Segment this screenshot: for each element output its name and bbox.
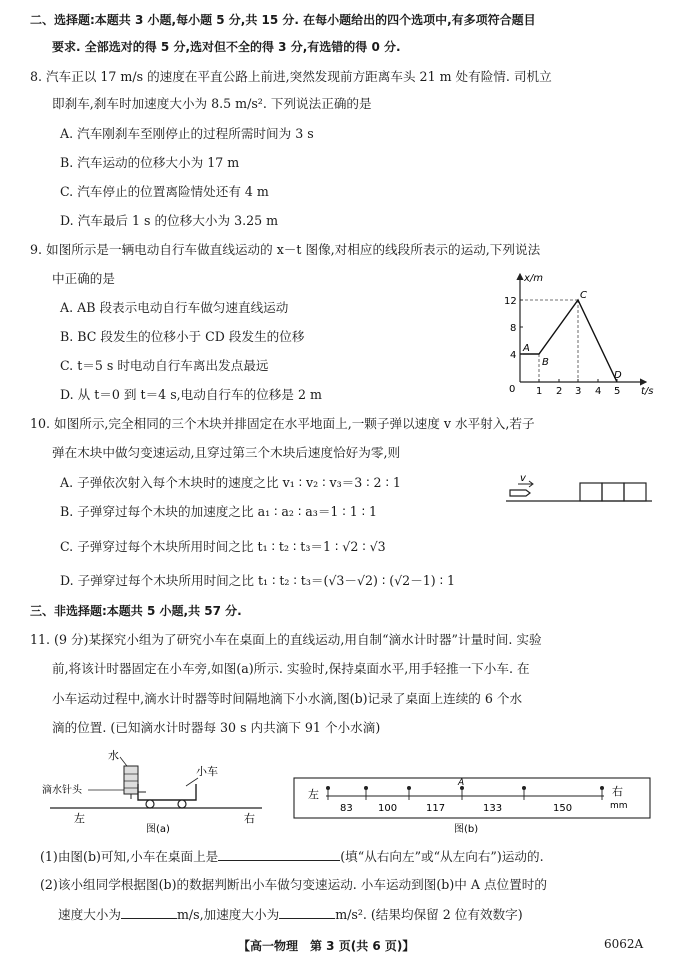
q9-y-axis-label: x/m bbox=[524, 273, 544, 284]
q8-stem-line2: 即刹车,刹车时加速度大小为 8.5 m/s². 下列说法正确的是 bbox=[52, 96, 372, 111]
q9-option-d: D. 从 t＝0 到 t＝4 s,电动自行车的位移是 2 m bbox=[60, 387, 322, 402]
q9-x-tick-3: 3 bbox=[575, 386, 582, 396]
fig-a-water-label: 水 bbox=[108, 749, 119, 762]
q11-velocity-blank[interactable] bbox=[121, 905, 177, 919]
q10-block-2 bbox=[602, 483, 624, 501]
fig-b-caption: 图(b) bbox=[454, 824, 479, 835]
fig-a-right-label: 右 bbox=[244, 812, 255, 825]
section3-heading: 三、非选择题:本题共 5 小题,共 57 分. bbox=[30, 604, 242, 618]
q9-point-c-label: C bbox=[580, 290, 587, 301]
q10-bullet bbox=[510, 490, 530, 496]
q10-option-b: B. 子弹穿过每个木块的加速度之比 a₁ ∶ a₂ ∶ a₃＝1 ∶ 1 ∶ 1 bbox=[60, 504, 378, 519]
interval-83: 83 bbox=[340, 803, 353, 814]
q11-part1-suffix: (填“从右向左”或“从左向右”)运动的. bbox=[340, 849, 544, 864]
q10-block-1 bbox=[580, 483, 602, 501]
drop-6 bbox=[600, 786, 604, 790]
q9-y-tick-8: 8 bbox=[510, 323, 517, 334]
q8-option-d: D. 汽车最后 1 s 的位移大小为 3.25 m bbox=[60, 213, 279, 228]
q11-part2-middle: m/s,加速度大小为 bbox=[176, 907, 280, 922]
q8-option-c: C. 汽车停止的位置离险情处还有 4 m bbox=[60, 184, 269, 199]
q11-part2-prefix: 速度大小为 bbox=[58, 907, 121, 922]
q9-option-a: A. AB 段表示电动自行车做匀速直线运动 bbox=[60, 300, 289, 315]
q8-option-a: A. 汽车刚刹车至刚停止的过程所需时间为 3 s bbox=[60, 126, 314, 141]
q10-stem-line2: 弹在木块中做匀变速运动,且穿过第三个木块后速度恰好为零,则 bbox=[52, 445, 401, 460]
q11-part1 bbox=[40, 847, 544, 866]
cart-body bbox=[138, 784, 196, 800]
q11-part1-prefix: (1)由图(b)可知,小车在桌面上是 bbox=[40, 849, 219, 864]
q11-figure-b bbox=[292, 774, 654, 836]
drop-3 bbox=[407, 786, 411, 790]
fig-a-left-label: 左 bbox=[74, 812, 85, 825]
fig-b-left-label: 左 bbox=[308, 788, 319, 801]
q11-stem-line4: 滴的位置. (已知滴水计时器每 30 s 内共滴下 91 个小水滴) bbox=[52, 720, 381, 735]
interval-133: 133 bbox=[483, 803, 503, 814]
q9-point-d-label: D bbox=[614, 370, 622, 381]
q11-part2-line2 bbox=[58, 905, 523, 924]
q10-block-3 bbox=[624, 483, 646, 501]
fig-b-right-label: 右 bbox=[612, 785, 623, 798]
q9-xt-graph bbox=[498, 270, 660, 396]
q9-x-tick-4: 4 bbox=[595, 386, 602, 396]
q10-velocity-label: v bbox=[520, 473, 526, 484]
q8-option-b: B. 汽车运动的位移大小为 17 m bbox=[60, 155, 240, 170]
q10-stem-line1: 10. 如图所示,完全相同的三个木块并排固定在水平地面上,一颗子弹以速度 v 水平射入,若子 bbox=[30, 416, 535, 431]
q9-x-tick-5: 5 bbox=[614, 386, 621, 396]
q11-part2-suffix: m/s². (结果均保留 2 位有效数字) bbox=[335, 907, 523, 922]
q9-y-tick-4: 4 bbox=[510, 350, 517, 361]
fig-b-point-a-label: A bbox=[458, 778, 465, 788]
q11-acceleration-blank[interactable] bbox=[279, 905, 335, 919]
q11-stem-line3: 小车运动过程中,滴水计时器等时间隔地滴下小水滴,图(b)记录了桌面上连续的 6 个水 bbox=[52, 691, 523, 706]
interval-150: 150 bbox=[553, 803, 573, 814]
drop-2 bbox=[364, 786, 368, 790]
section2-heading-line1: 二、选择题:本题共 3 小题,每小题 5 分,共 15 分. 在每小题给出的四个选项中,有多项符合题目 bbox=[30, 13, 536, 27]
footer-page-info: 【高一物理 第 3 页(共 6 页)】 bbox=[238, 939, 415, 953]
q10-option-d: D. 子弹穿过每个木块所用时间之比 t₁ ∶ t₂ ∶ t₃＝(√3－√2) ∶ (√2－1) ∶ 1 bbox=[60, 573, 456, 588]
q9-stem-line2: 中正确的是 bbox=[52, 271, 115, 286]
q8-stem-line1: 8. 汽车正以 17 m/s 的速度在平直公路上前进,突然发现前方距离车头 21 m 处有险情. 司机立 bbox=[30, 69, 552, 84]
q10-option-c: C. 子弹穿过每个木块所用时间之比 t₁ ∶ t₂ ∶ t₃＝1 ∶ √2 ∶ √3 bbox=[60, 539, 386, 554]
q9-x-tick-2: 2 bbox=[556, 386, 563, 396]
q9-origin-label: 0 bbox=[509, 384, 516, 395]
q10-bullet-blocks-figure bbox=[504, 470, 654, 506]
interval-100: 100 bbox=[378, 803, 398, 814]
q9-option-b: B. BC 段发生的位移小于 CD 段发生的位移 bbox=[60, 329, 305, 344]
drop-1 bbox=[326, 786, 330, 790]
fig-a-cart-label: 小车 bbox=[196, 765, 218, 778]
q9-point-a-label: A bbox=[523, 343, 530, 354]
drop-5 bbox=[522, 786, 526, 790]
section2-heading-line2: 要求. 全部选对的得 5 分,选对但不全的得 3 分,有选错的得 0 分. bbox=[52, 40, 401, 54]
q9-stem-line1: 9. 如图所示是一辆电动自行车做直线运动的 x－t 图像,对相应的线段所表示的运动,下列说法 bbox=[30, 242, 541, 257]
q10-option-a: A. 子弹依次射入每个木块时的速度之比 v₁ ∶ v₂ ∶ v₃＝3 ∶ 2 ∶ 1 bbox=[60, 475, 401, 490]
q11-stem-line1: 11. (9 分)某探究小组为了研究小车在桌面上的直线运动,用自制“滴水计时器”计量时间. 实验 bbox=[30, 632, 542, 647]
q11-part1-blank[interactable] bbox=[218, 847, 340, 861]
q9-y-tick-12: 12 bbox=[504, 296, 517, 307]
cart-wheel-right bbox=[178, 800, 186, 808]
fig-a-needle-label: 滴水针头 bbox=[42, 785, 82, 796]
q9-x-tick-1: 1 bbox=[536, 386, 543, 396]
footer-code: 6062A bbox=[604, 937, 644, 951]
fig-b-unit-label: mm bbox=[610, 801, 628, 811]
fig-a-caption: 图(a) bbox=[146, 824, 170, 834]
cart-wheel-left bbox=[146, 800, 154, 808]
q11-stem-line2: 前,将该计时器固定在小车旁,如图(a)所示. 实验时,保持桌面水平,用手轻推一下小车. 在 bbox=[52, 661, 530, 676]
q9-point-b-label: B bbox=[542, 357, 549, 368]
drip-timer bbox=[124, 766, 138, 794]
q9-graph-line bbox=[520, 300, 617, 382]
q9-option-c: C. t＝5 s 时电动自行车离出发点最远 bbox=[60, 358, 269, 373]
q11-figure-a bbox=[38, 746, 266, 834]
q9-x-axis-label: t/s bbox=[641, 386, 654, 396]
interval-117: 117 bbox=[426, 803, 446, 814]
q11-part2-line1: (2)该小组同学根据图(b)的数据判断出小车做匀变速运动. 小车运动到图(b)中 A 点位置时的 bbox=[40, 877, 547, 892]
